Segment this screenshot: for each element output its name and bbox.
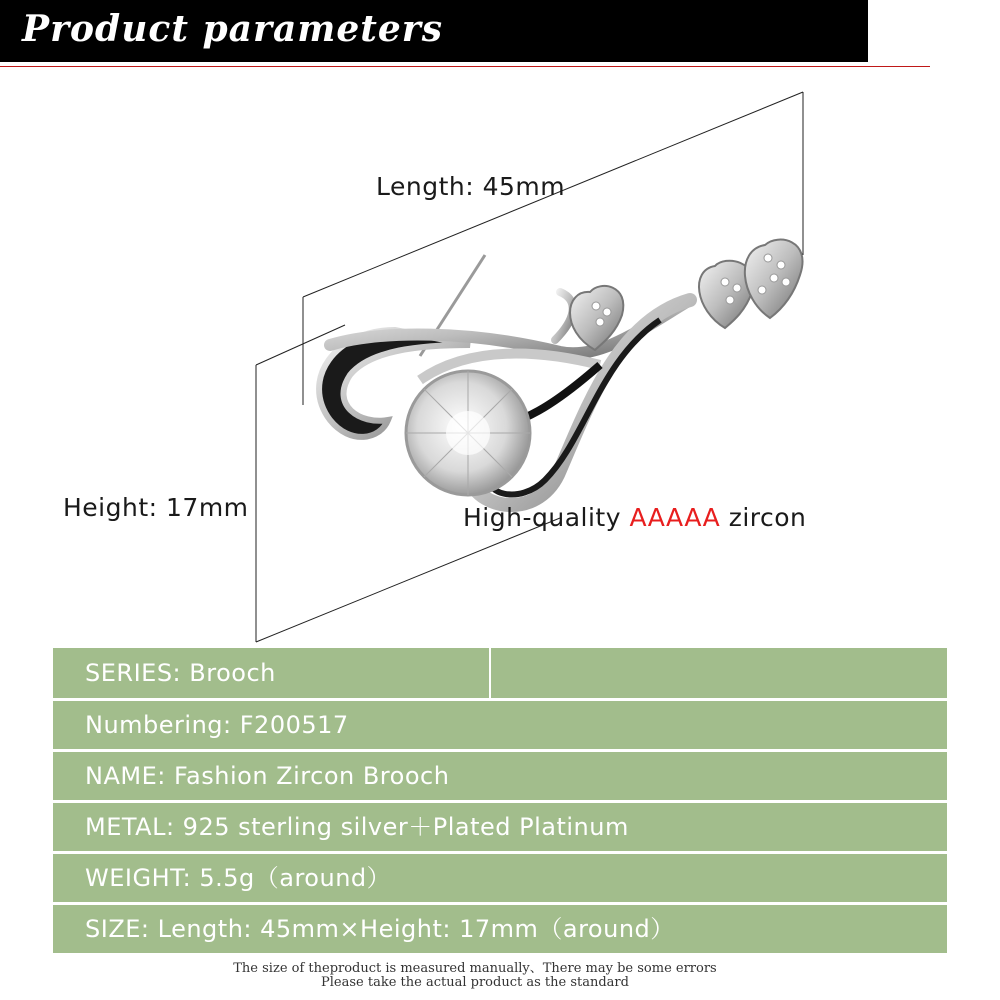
zircon-grade: AAAAA [629, 503, 721, 532]
param-row-weight [53, 854, 947, 902]
param-row-size [53, 905, 947, 953]
numbering-value: Numbering: F200517 [85, 711, 349, 739]
length-label: Length: 45mm [376, 172, 566, 201]
param-row-name [53, 752, 947, 800]
footnote-line-1: The size of theproduct is measured manually、There may be some errors [233, 961, 717, 976]
size-value: SIZE: Length: 45mm×Height: 17mm（around） [85, 915, 675, 943]
param-row-metal [53, 803, 947, 851]
param-row-numbering [53, 701, 947, 749]
height-label: Height: 17mm [63, 493, 249, 522]
header-divider [0, 66, 930, 67]
metal-value: METAL: 925 sterling silver＋Plated Platinum [85, 813, 629, 841]
parameters-table [53, 648, 947, 956]
row-divider [489, 648, 491, 698]
zircon-suffix: zircon [720, 503, 807, 532]
brooch-image [0, 70, 1000, 650]
header-bar [0, 0, 868, 62]
zircon-prefix: High-quality [463, 503, 630, 532]
param-row-series [53, 648, 947, 698]
height-guide-lines [256, 325, 560, 642]
page-title: Product parameters [22, 8, 444, 50]
zircon-gem [406, 371, 530, 495]
footnote-line-2: Please take the actual product as the standard [321, 975, 629, 990]
name-value: NAME: Fashion Zircon Brooch [85, 762, 450, 790]
series-value: SERIES: Brooch [85, 659, 276, 687]
weight-value: WEIGHT: 5.5g（around） [85, 864, 392, 892]
zircon-quality-label [463, 503, 806, 532]
